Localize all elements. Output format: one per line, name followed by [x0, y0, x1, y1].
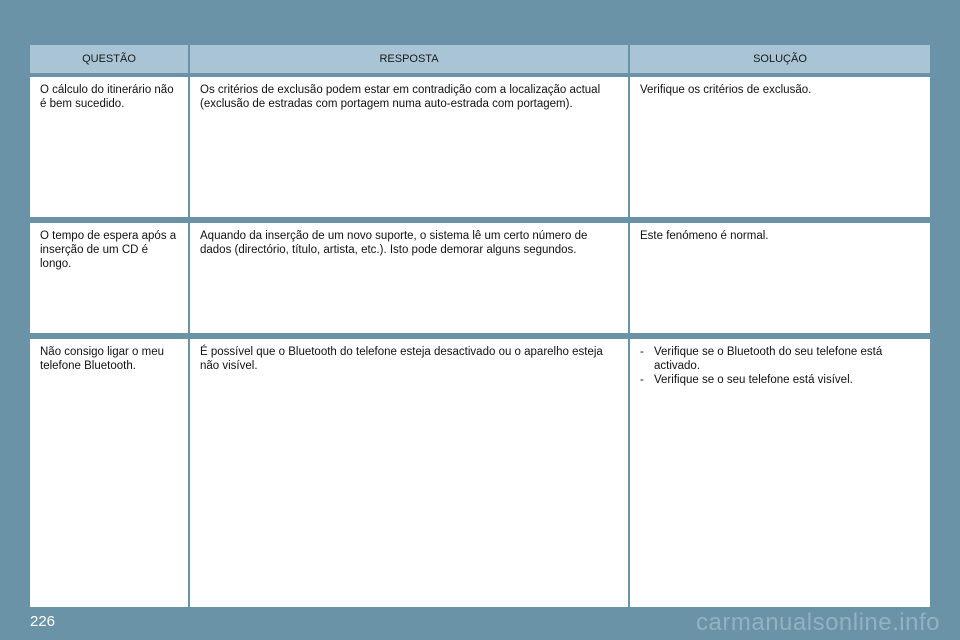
resposta-cell: Os critérios de exclusão podem estar em contradição com a localização actual (exclusão de estradas com portagem numa auto-estrada com portagem).: [190, 77, 630, 217]
solucao-list: [640, 345, 922, 387]
troubleshooting-table: [30, 45, 930, 613]
solucao-cell: Verifique os critérios de exclusão.: [630, 77, 930, 217]
header-resposta: RESPOSTA: [190, 45, 630, 73]
header-solucao: SOLUÇÃO: [630, 45, 930, 73]
header-questao: QUESTÃO: [30, 45, 190, 73]
table-header: [30, 45, 930, 73]
questao-cell: O cálculo do itinerário não é bem sucedido.: [30, 77, 190, 217]
questao-cell: Não consigo ligar o meu telefone Bluetooth.: [30, 339, 190, 607]
solucao-list-item: - Verifique se o Bluetooth do seu telefone está activado.: [640, 345, 922, 373]
solucao-cell: [630, 339, 930, 607]
solucao-list-item: - Verifique se o seu telefone está visível.: [640, 373, 922, 387]
questao-cell: O tempo de espera após a inserção de um CD é longo.: [30, 223, 190, 333]
resposta-cell: Aquando da inserção de um novo suporte, o sistema lê um certo número de dados (directório, título, artista, etc.). Isto pode demorar alguns segundos.: [190, 223, 630, 333]
table-row: [30, 223, 930, 333]
page-number: 226: [30, 613, 56, 630]
table-row: [30, 77, 930, 217]
table-row: [30, 339, 930, 607]
resposta-cell: É possível que o Bluetooth do telefone esteja desactivado ou o aparelho esteja não visível.: [190, 339, 630, 607]
solucao-cell: Este fenómeno é normal.: [630, 223, 930, 333]
watermark: carmanualsonline.info: [696, 609, 940, 636]
